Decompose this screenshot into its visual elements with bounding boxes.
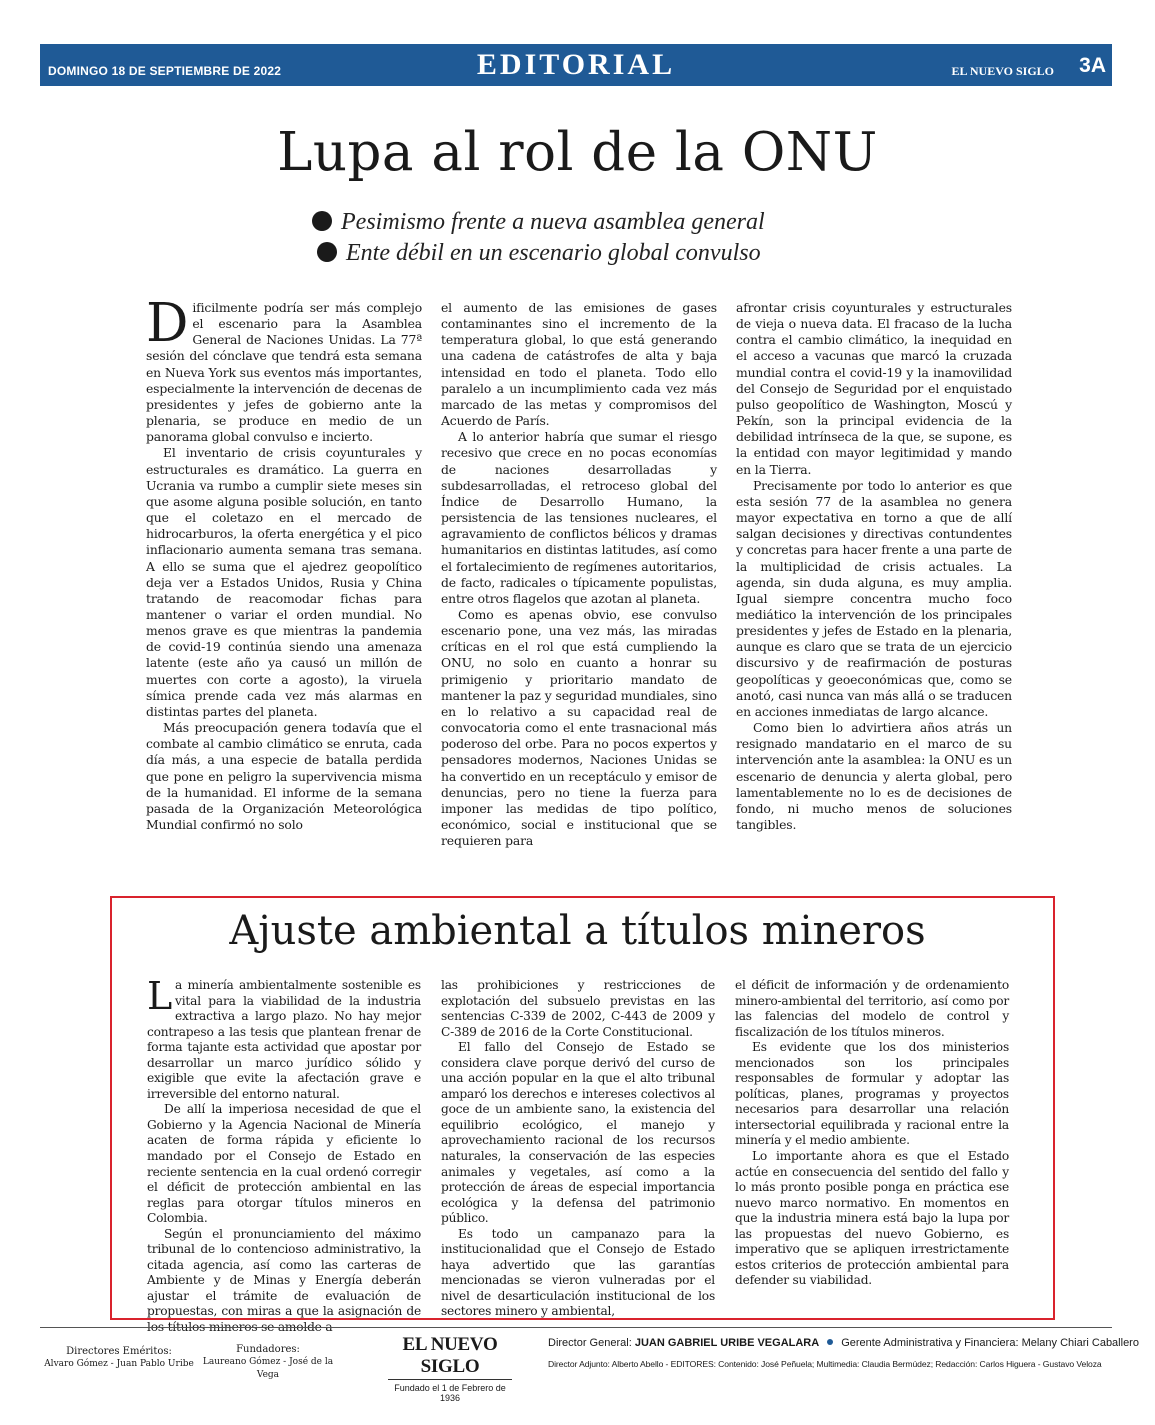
paragraph: Es todo un campanazo para la institucionalidad que el Consejo de Estado haya advertido que las garantías mencionadas se vieron vulneradas por el nivel de desarticulación institucional de los sectores minero y ambiental, <box>441 1226 715 1319</box>
paragraph: Más preocupación genera todavía que el combate al cambio climático se enruta, cada día más, a una especie de batalla perdida que pone en peligro la supervivencia misma de la humanidad. El informe de la semana pasada de la Organización Meteorológica Mundial confirmó no solo <box>146 720 422 832</box>
article-column <box>146 293 422 849</box>
drop-cap: L <box>147 974 173 1018</box>
paragraph: A lo anterior habría que sumar el riesgo recesivo que crece en no pocas economías de naciones desarrolladas y subdesarrolladas, el retroceso global del Índice de Desarrollo Humano, la persistencia de las tensiones nucleares, el agravamiento de conflictos bélicos y dramas humanitarios en distintas latitudes, así como el fortalecimiento de regímenes autoritarios, de facto, radicales o típicamente populistas, entre otros flagelos que azotan al planeta. <box>441 429 717 606</box>
paper-logo: EL NUEVO SIGLO Fundado el 1 de Febrero de 1936 <box>388 1334 512 1403</box>
editorial2-body <box>147 974 1009 1336</box>
article-column <box>735 978 1009 1336</box>
staff-credits <box>548 1337 1139 1369</box>
article-column <box>147 974 421 1336</box>
paragraph: afrontar crisis coyunturales y estructurales de vieja o nueva data. El fracaso de la lucha contra el cambio climático, la inequidad en el acceso a vacunas que marcó la cruzada mundial contra el covid-19 y la inamovilidad del Consejo de Seguridad por el enquistado pulso geopolítico de Washington, Moscú y Pekín, son la principal evidencia de la debilidad intrínseca de la que, se supone, es la entidad con mayor legitimidad y mando en la Tierra. <box>736 300 1012 477</box>
drop-cap: D <box>146 293 189 354</box>
paragraph: Según el pronunciamiento del máximo tribunal de lo contencioso administrativo, la citada agencia, así como las carteras de Ambiente y de Minas y Energía deberán ajustar el trámite de evaluación de propuestas, con miras a que la asignación de los títulos mineros se amolde a <box>147 1226 421 1335</box>
separator-dot-icon <box>827 1339 833 1345</box>
article-column <box>441 300 717 849</box>
paragraph: Lo importante ahora es que el Estado actúe en consecuencia del sentido del fallo y lo más pronto posible ponga en práctica ese nuevo marco normativo. En momentos en que la industria minera está bajo la lupa por las propuestas del nuevo Gobierno, es imperativo que se apliquen irrestrictamente estos criterios de protección ambiental para defender su viabilidad. <box>735 1149 1009 1288</box>
bullet-dot-icon <box>317 242 337 262</box>
paragraph: las prohibiciones y restricciones de explotación del subsuelo previstas en las sentencias C-339 de 2002, C-443 de 2009 y C-389 de 2016 de la Corte Constitucional. <box>441 978 715 1039</box>
paragraph: La minería ambientalmente sostenible es vital para la viabilidad de la industria extractiva a largo plazo. No hay mejor contrapeso a las tesis que plantean frenar de forma tajante esta actividad que apostar por desarrollar un marco jurídico sólido y exigible que evite la afectación grave e irreversible del entorno natural. <box>147 974 421 1101</box>
article-column <box>441 978 715 1336</box>
paragraph: Dificilmente podría ser más complejo el escenario para la Asamblea General de Naciones Unidas. La 77ª sesión del cónclave que tendrá esta semana en Nueva York sus eventos más importantes, especialmente la intervención de decenas de presidentes y jefes de gobierno ante la plenaria, se produce en medio de un panorama global convulso e incierto. <box>146 293 422 445</box>
paragraph: Como es apenas obvio, ese convulso escenario pone, una vez más, las miradas críticas en el rol que está cumpliendo la ONU, no solo en cuanto a honrar su primigenio y prioritario mandato de mantener la paz y seguridad mundiales, sino en lo relativo a su capacidad real de convocatoria como el ente trasnacional más poderoso del orbe. Para no pocos expertos y pensadores modernos, Naciones Unidas se ha convertido en un receptáculo y emisor de denuncias, pero no tiene la fuerza para imponer las medidas de tipo político, económico, social e institucional que se requieren para <box>441 606 717 849</box>
paragraph: Precisamente por todo lo anterior es que esta sesión 77 de la asamblea no genera mayor expectativa en torno a que de allí salgan decisiones y directivas contundentes y concretas para hacer frente a una parte de la multiplicidad de crisis actuales. La agenda, sin duda alguna, es muy amplia. Igual siempre concentra mucho foco mediático la intervención de los principales presidentes y jefes de Estado en la plenaria, aunque es claro que se trata de un ejercicio discursivo y de reafirmación de posturas geopolíticas y geoeconómicas que, como se anotó, casi nunca van más allá o se traducen en acciones inmediatas de largo alcance. <box>736 477 1012 719</box>
masthead-bar <box>40 44 1112 86</box>
issue-date: DOMINGO 18 DE SEPTIEMBRE DE 2022 <box>48 64 282 78</box>
editorial2-title: Ajuste ambiental a títulos mineros <box>229 908 926 954</box>
directors-line: Director General: JUAN GABRIEL URIBE VEGALARA Gerente Administrativa y Financiera: Melany Chiari Caballero <box>548 1337 1139 1349</box>
editors-line: Director Adjunto: Alberto Abello - EDITORES: Contenido: José Peñuela; Multimedia: Claudia Bermúdez; Redacción: Carlos Higuera - Gustavo Veloza <box>548 1359 1102 1369</box>
emeritus-directors: Directores Eméritos: Alvaro Gómez - Juan Pablo Uribe <box>44 1346 194 1369</box>
section-title: EDITORIAL <box>476 48 676 81</box>
paragraph: el déficit de información y de ordenamiento minero-ambiental del territorio, así como por las falencias del modelo de control y fiscalización de los títulos mineros. <box>735 978 1009 1039</box>
subhead-item: Ente débil en un escenario global convulso <box>312 238 932 269</box>
editorial1-body <box>146 293 1012 849</box>
bullet-dot-icon <box>312 211 332 231</box>
paragraph: El fallo del Consejo de Estado se considera clave porque derivó del curso de una acción popular en la que el alto tribunal amparó los derechos e intereses colectivos al goce de un ambiente sano, la existencia del equilibrio ecológico, el manejo y aprovechamiento racional de los recursos naturales, la conservación de las especies animales y vegetales, así como a la protección de áreas de especial importancia ecológica y la defensa del patrimonio público. <box>441 1040 715 1226</box>
paper-name: EL NUEVO SIGLO <box>951 64 1054 78</box>
editorial1-title: Lupa al rol de la ONU <box>277 122 878 183</box>
page-number: 3A <box>1079 54 1106 77</box>
paragraph: El inventario de crisis coyunturales y estructurales es dramático. La guerra en Ucrania va rumbo a cumplir siete meses sin que asome alguna posible solución, en tanto que el coletazo en el mercado de hidrocarburos, la oferta energética y el pico inflacionario aumenta semana tras semana. A ello se suma que el ajedrez geopolítico deja ver a Estados Unidos, Rusia y China tratando de reacomodar fichas para mantener o variar el orden mundial. No menos grave es que mientras la pandemia de covid-19 continúa siendo una amenaza latente (este año ya causó un millón de muertes con corte a agosto), la viruela símica prende cada vez más alarmas en distintas partes del planeta. <box>146 445 422 719</box>
footer-divider <box>40 1327 1112 1328</box>
paragraph: De allí la imperiosa necesidad de que el Gobierno y la Agencia Nacional de Minería acaten de forma rápida y eficiente lo mandado por el Consejo de Estado en reciente sentencia en la cual ordenó corregir el déficit de protección ambiental en las reglas para otorgar títulos mineros en Colombia. <box>147 1102 421 1226</box>
paragraph: Es evidente que los dos ministerios mencionados son los principales responsables de formular y adoptar las políticas, planes, programas y proyectos necesarios para desarrollar una relación intersectorial equilibrada y racional entre la minería y el medio ambiente. <box>735 1040 1009 1148</box>
article-column <box>736 300 1012 849</box>
paragraph: el aumento de las emisiones de gases contaminantes sino el incremento de la temperatura global, lo que está generando una cadena de catástrofes de alta y baja intensidad en todo el planeta. Todo ello paralelo a un incumplimiento cada vez más marcado de las metas y compromisos del Acuerdo de París. <box>441 300 717 429</box>
editorial1-subheads <box>312 207 932 269</box>
subhead-item: Pesimismo frente a nueva asamblea general <box>312 207 932 238</box>
paragraph: Como bien lo advirtiera años atrás un resignado mandatario en el marco de su intervención ante la asamblea: la ONU es un escenario de denuncia y alerta global, pero lamentablemente no lo es de decisiones de fondo, ni mucho menos de soluciones tangibles. <box>736 720 1012 832</box>
founders: Fundadores: Laureano Gómez - José de la Vega <box>202 1344 334 1380</box>
